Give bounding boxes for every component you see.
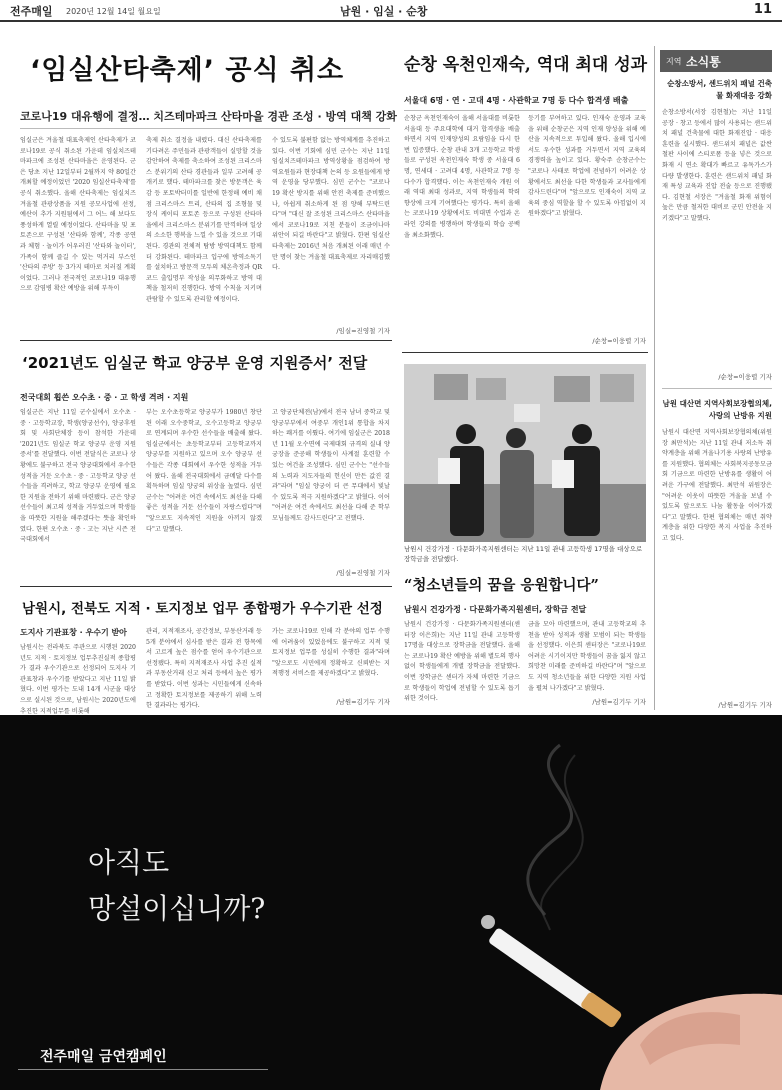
sidebar-item1-body: 순창소방서(서장 김현철)는 지난 11일 공장 · 창고 등에서 많이 사용되는 샌드위치 패널 건축물에 대한 화재진압 · 대응 훈련을 실시했다. 샌드위치 패널은 값싼 철판 사이에 스티로폼 등을 넣은 것으로 화재 시 연소 확대가 빠르고 유독가스가 다량 발생한다. 훈련은 샌드위치 패널 화재 특성 교육과 진압 전술 등으로 진행됐다. 김현철 서장은 "겨울철 화재 위험이 높은 만큼 철저한 대비로 군민 안전을 지키겠다"고 말했다. bbox=[662, 109, 772, 222]
article4-subheadline: 서울대 6명 · 연 · 고대 4명 · 사관학교 7명 등 다수 합격생 배출 bbox=[404, 96, 629, 105]
sidebar-item1-byline: /순창=이웅렬 기자 bbox=[718, 373, 772, 381]
divider bbox=[20, 340, 392, 341]
sidebar-tag-big: 소식통 bbox=[686, 55, 721, 69]
article2-subheadline: 전국대회 휩쓴 오수초 · 중 · 고 학생 격려 · 지원 bbox=[20, 393, 189, 402]
sidebar-item1-title: 순창소방서, 센드위치 패널 건축물 화재대응 강화 bbox=[667, 79, 772, 100]
photo-caption: 남원시 건강가정 · 다문화가족지원센터는 지난 11일 관내 고등학생 17명을 대상으로 장학금을 전달했다. bbox=[404, 545, 643, 563]
article4-byline: /순창=이웅렬 기자 bbox=[592, 337, 646, 345]
article2-headline: ‘2021년도 임실군 학교 양궁부 운영 지원증서’ 전달 bbox=[22, 354, 368, 372]
divider bbox=[20, 586, 392, 587]
ad-slogan: 아직도 망설이십니까? bbox=[88, 846, 266, 925]
article1-body-col1: 임실군은 겨울철 대표축제인 산타축제가 코로나19로 공식 취소된 가운데 임실치즈테마파크에 조성된 산타마을은 운영된다. 군은 당초 지난 12일부터 2월까지 약 80일간 개최할 예정이었던 '2020 임실산타축제'를 공식 취소했다. 올해 산타축제는 임실치즈 겨울철 관광상품을 지원 공모사업에 선정, 예산이 추가 지원됨에서 그 어느 해 보다도 풍성하게 열릴 예정이었다. 산타마을 및 포토존으로 구성된 '산타와 함께', 각종 공연과 체험 · 놀이가 어우러진 '산타와 놀이터', 가족이 함께 즐길 수 있는 먹거리 부스인 '산타의 주방' 등 3가지 테마로 치러질 계획이었다. 그러나 전국적인 코로나19 대유행으로 감염병 확산 예방을 위해 부득이 bbox=[20, 137, 136, 293]
scholarship-photo-illustration bbox=[404, 364, 646, 542]
issue-date: 2020년 12월 14일 월요일 bbox=[66, 7, 161, 16]
divider bbox=[402, 352, 648, 353]
article5-subheadline: 남원시 건강가정 · 다문화가족지원센터, 장학금 전달 bbox=[404, 605, 587, 614]
article4-body-col2: 등기를 부여하고 있다. 인재숙 운영과 교육을 위해 순창군은 지역 인재 양성을 위해 예산을 지속적으로 투입해 왔다. 올해 입시에서도 우수한 성과를 거두면서 지역 교육의 경쟁력을 높이고 있다. 황숙주 순창군수는 "코로나 사태로 학업에 전념하기 어려운 상황에서도 최선을 다한 학생들과 교사들에게 감사드린다"며 "앞으로도 인재숙이 지역 교육의 중심 역할을 할 수 있도록 아낌없이 지원하겠다"고 밝혔다. bbox=[528, 115, 646, 218]
article3-body-col3: 가는 코로나19로 인해 각 분야의 업무 수행에 어려움이 있었음에도 불구하고 지적 및 토지정보 업무를 성실히 수행한 결과"라며 "앞으로도 시민에게 정확하고 신뢰받는 지적행정 서비스를 제공하겠다"고 밝혔다. bbox=[272, 628, 390, 678]
article5-headline: “청소년들의 꿈을 응원합니다” bbox=[404, 577, 599, 594]
article2-body-col3: 고 양궁단체전(남)에서 전국 남녀 중학교 및 양궁부부에서 여중부 개인1위 통합을 차지하는 쾌거를 이뤘다. 여기에 임실군은 2018년 11월 오수면에 국제대회 규격의 실내 양궁장을 준공해 학생들이 사계절 훈련할 수 있는 여건을 조성했다. 심민 군수는 "선수들의 노력과 지도자들의 헌신이 만든 값진 결과"라며 "임실 양궁이 더 큰 무대에서 빛날 수 있도록 적극 지원하겠다"고 밝혔다. 이어 "어려운 여건 속에서도 최선을 다해 준 학부모님들께도 감사드린다"고 전했다. bbox=[272, 409, 390, 522]
article4-headline: 순창 옥천인재숙, 역대 최대 성과 bbox=[404, 55, 648, 75]
sidebar-tag-small: 지역 bbox=[666, 57, 682, 66]
sidebar-tag bbox=[660, 50, 772, 72]
article3-body-col2: 관리, 지적재조사, 공간정보, 부동산거래 등 5개 분야에서 심사를 받은 결과 전 항목에서 고르게 높은 점수를 얻어 우수기관으로 선정됐다. 특히 지적재조사 사업 추진 실적과 부동산거래 신고 처리 등에서 높은 평가를 받았다. 이번 성과는 시민들에게 신속하고 정확한 토지정보를 제공하기 위해 노력한 결과라는 평가다. bbox=[146, 628, 262, 710]
article1-body-col3: 수 있도록 불편함 없는 방역체계를 추진하고 있다. 이번 기회에 심민 군수는 지난 11일 임실치즈테마파크 방역상황을 점검하여 방역요원들과 현장대책 논의 등 요원들에게 방역 운영을 당부했다. 심민 군수는 "코로나19 확산 방지를 위해 안전 축제를 준비했으나, 아쉽게 취소하게 된 점 양해 부탁드린다"며 "대신 잘 조성된 크리스마스 산타마을에서 코로나19로 지친 분들이 조금이나마 위안이 되길 바란다"고 밝혔다. 한편 임실산타축제는 2016년 처음 개최된 이래 매년 수만 명이 찾는 겨울철 대표축제로 자리매김했다. bbox=[272, 137, 390, 272]
article1-subheadline: 코로나19 대유행에 결정… 치즈테마파크 산타마을 경관 조성 · 방역 대책 강화 bbox=[20, 110, 397, 123]
article2-body-col1: 임실군은 지난 11일 군수실에서 오수초 · 중 · 고등학교장, 학생(양궁선수), 양궁후원회 및 사회단체장 등이 참석한 가운데 '2021년도 임실군 학교 양궁부 운영 지원증서'를 전달했다. 이번 전달식은 코로나 상황에도 불구하고 전국 양궁대회에서 우수한 성적을 거둔 오수초 · 중 · 고등학교 양궁 선수들을 격려하고, 학교 양궁부 운영에 필요한 지원을 전하기 위해 마련됐다. 군은 양궁 선수들이 최고의 성적을 거두었으며 학생들을 따뜻한 지원을 해주겠다는 뜻을 확인하였다. 한편 오수초 · 중 · 고는 지난 시즌 전국대회에서 bbox=[20, 409, 136, 544]
article5-body-col2: 금을 모아 마련했으며, 관내 고등학교의 추천을 받아 성적과 생활 모범이 되는 학생들을 선정했다. 이은희 센터장은 "코로나19로 어려운 시기이지만 학생들이 꿈을 잃지 않고 희망찬 미래를 준비하길 바란다"며 "앞으로도 지역 청소년들을 위한 다양한 지원 사업을 펼쳐 나가겠다"고 밝혔다. bbox=[528, 621, 646, 692]
article5-byline: /남원=김기두 기자 bbox=[592, 698, 646, 706]
divider bbox=[18, 1069, 268, 1070]
article5-body-col1: 남원시 건강가정 · 다문화가족지원센터(센터장 이은희)는 지난 11일 관내 고등학생 17명을 대상으로 장학금을 전달했다. 올해는 코로나19 확산 예방을 위해 별도의 행사 없이 학생들에게 개별 장학금을 전달했다. 이번 장학금은 센터가 자체 마련한 기금으로 학생들이 학업에 전념할 수 있도록 돕기 위한 것이다. bbox=[404, 621, 520, 703]
page-header bbox=[0, 0, 782, 22]
ad-campaign-title: 전주매일 금연캠페인 bbox=[40, 1049, 167, 1065]
article2-byline: /임실=진영철 기자 bbox=[336, 569, 390, 577]
article4-body-col1: 순창군 옥천인재숙이 올해 서울대를 비롯한 서울대 등 주요대학에 대거 합격생을 배출하면서 지역 인재양성의 요람임을 다시 한번 입증했다. 순창 관내 3개 고등학교 학생들로 구성된 옥천인재숙 학생 중 서울대 6명, 연세대 · 고려대 4명, 사관학교 7명 등 다수가 합격했다. 이는 옥천인재숙 개원 이래 역대 최대 성과로, 지역 학생들의 학력 향상에 크게 기여했다는 평가다. 특히 올해는 코로나19 상황에서도 비대면 수업과 온라인 강의를 병행하며 학생들의 학습 공백을 최소화했다. bbox=[404, 115, 520, 239]
article2-body-col2: 부는 오수초등학교 양궁부가 1980년 창단된 이래 오수중학교, 오수고등학교 양궁부로 연계되며 우수한 선수들을 배출해 왔다. 임실군에서는 초등학교부터 고등학교까지 양궁부를 지원하고 있으며 오수 양궁부 선수들은 각종 대회에서 우수한 성적을 거두어 왔다. 올해 전국대회에서 금메달 다수를 획득하며 임실 양궁의 위상을 높였다. 심민 군수는 "어려운 여건 속에서도 최선을 다해 좋은 성적을 거둔 선수들이 자랑스럽다"며 "앞으로도 지속적인 지원을 아끼지 않겠다"고 말했다. bbox=[146, 409, 262, 533]
page-number: 11 bbox=[753, 2, 772, 17]
article3-byline: /남원=김기두 기자 bbox=[336, 698, 390, 706]
article1-byline: /임실=진영철 기자 bbox=[336, 327, 390, 335]
section-title: 남원 · 임실 · 순창 bbox=[340, 5, 428, 18]
anti-smoking-advertisement bbox=[0, 715, 782, 1090]
article3-subheadline: 도지사 기관표창 · 우수기 받아 bbox=[20, 628, 127, 637]
article1-body-col2: 축제 취소 결정을 내렸다. 대신 산타축제를 기다려온 주민들과 관광객들이 실망할 것을 감안하여 축제를 축소하여 조성된 크리스마스 분위기의 산타 경관들과 일부 고려해 공개키로 했다. 테마파크를 찾은 방문객은 육감 등 포토박터미를 일반에 한정해 예비 채점 크리스마스 트리, 산타의 집 조형물 및 장식 케이티 포토존 등으로 구성된 산타마을에서 크리스마스 분위기를 만끽하며 일상의 소소한 행복을 느낄 수 있을 것으로 기대된다. 경관의 전체적 탐방 방역대책도 함께 더 강화된다. 테마파크 입구에 방역소독기를 설치하고 방문객 모두의 체온측정과 QR코드 출입명부 작성을 의무화하고 방역 대책을 철저히 진행한다. 방역 수칙을 지키며 관람할 수 있도록 관리할 예정이다. bbox=[146, 137, 262, 303]
article3-body-col1: 남원시는 전라북도 주관으로 시행된 2020년도 지적 · 토지정보 업무추진실적 종합평가 결과 우수기관으로 선정되어 도지사 기관표창과 우수기를 받았다고 지난 11일 밝혔다. 이번 평가는 도내 14개 시군을 대상으로 실시된 것으로, 남원시는 2020년도에 추진한 지적업무를 비롯해 bbox=[20, 644, 136, 715]
news-photo bbox=[404, 364, 646, 542]
article3-headline: 남원시, 전북도 지적 · 토지정보 업무 종합평가 우수기관 선정 bbox=[22, 601, 383, 617]
divider bbox=[404, 110, 646, 111]
newspaper-logo: 전주매일 bbox=[10, 5, 53, 18]
divider bbox=[662, 388, 772, 389]
article1-headline: ‘임실산타축제’ 공식 취소 bbox=[30, 55, 345, 86]
sidebar-item2-body: 남원시 대산면 지역사회보장협의체(위원장 최만석)는 지난 11일 관내 저소득 취약계층을 위해 겨울나기용 사랑의 난방유를 지원했다. 협의체는 사회복지공동모금회 기금으로 마련한 난방유를 생활이 어려운 가구에 전달했다. 최만석 위원장은 "어려운 이웃이 따뜻한 겨울을 보낼 수 있도록 앞으로도 나눔 활동을 이어가겠다"고 말했다. 한편 협의체는 매년 취약계층을 위한 다양한 복지 사업을 추진하고 있다. bbox=[662, 429, 772, 542]
column-divider bbox=[654, 46, 655, 710]
sidebar-item2-title: 남원 대산면 지역사회보장협의체, 사랑의 난방유 지원 bbox=[662, 399, 772, 420]
divider bbox=[20, 128, 390, 129]
sidebar-item2-byline: /남원=김기두 기자 bbox=[718, 701, 772, 709]
